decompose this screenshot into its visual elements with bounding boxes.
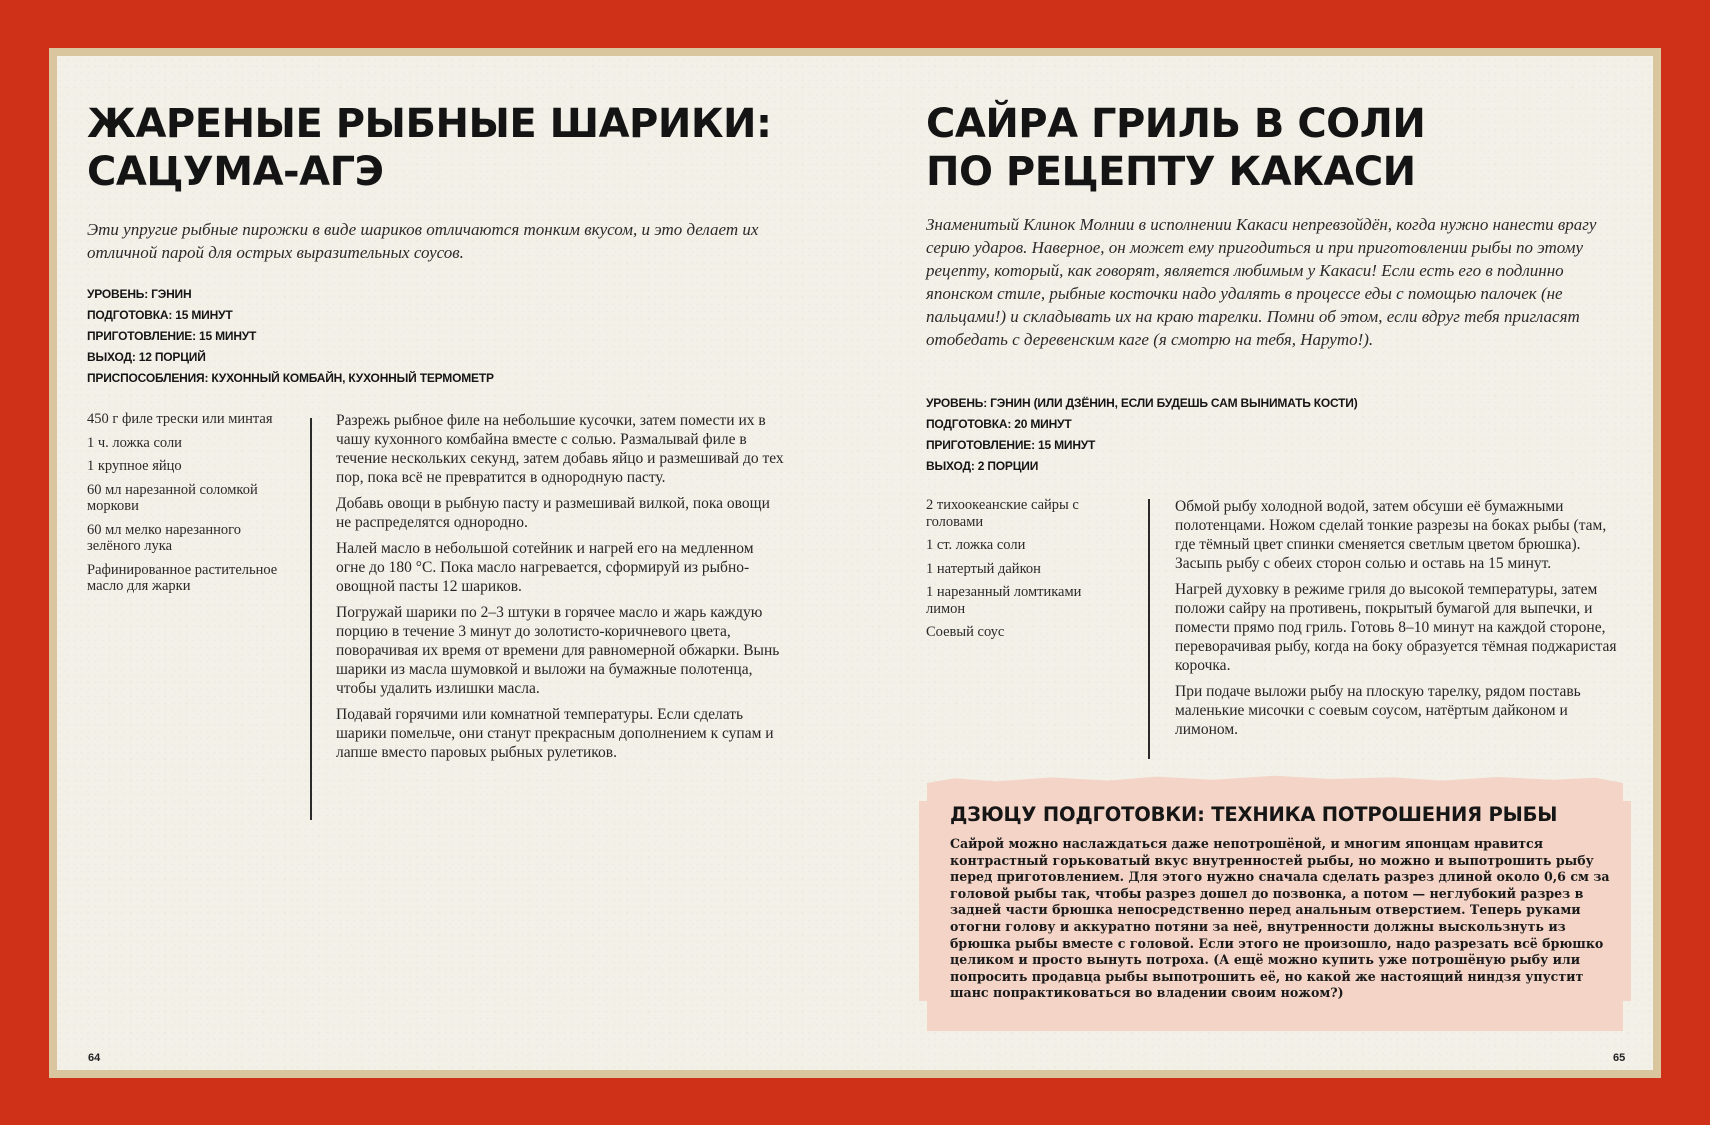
step-paragraph: Погружай шарики по 2–3 штуки в горячее масло и жарь каждую порцию в течение 3 минут до золотисто-коричневого цвета, поворачивая их время от времени для равномерной обжарки. Вынь шарики из масла шумовкой и выложи на бумажные полотенца, чтобы удалить излишки масла. — [336, 604, 780, 697]
ingredient-item: Соевый соус — [926, 624, 1005, 640]
step-paragraph: При подаче выложи рыбу на плоскую тарелку, рядом поставь маленькие мисочки с соевым соусом, натёртым дайконом и лимоном. — [1175, 683, 1581, 738]
ingredient-item: 1 нарезанный ломтиками лимон — [926, 584, 1082, 617]
ingredient-item: 1 натертый дайкон — [926, 560, 1041, 577]
left-column-divider — [310, 418, 312, 820]
left-meta-prep: ПОДГОТОВКА: 15 МИНУТ — [87, 308, 233, 322]
right-ingredients-list — [926, 497, 1116, 648]
ingredient-item: 60 мл нарезанной соломкой моркови — [87, 481, 258, 514]
tip-title: ДЗЮЦУ ПОДГОТОВКИ: ТЕХНИКА ПОТРОШЕНИЯ РЫБЫ — [950, 803, 1558, 826]
tip-box-right-edge — [1621, 801, 1631, 1001]
ingredient-item: Рафинированное растительное масло для жарки — [87, 561, 278, 594]
left-recipe-title — [87, 100, 772, 196]
right-meta-level: УРОВЕНЬ: ГЭНИН (ИЛИ ДЗЁНИН, ЕСЛИ БУДЕШЬ САМ ВЫНИМАТЬ КОСТИ) — [926, 396, 1358, 410]
ingredient-item: 1 ч. ложка соли — [87, 434, 182, 451]
ingredient-item: 1 крупное яйцо — [87, 458, 182, 474]
left-title-line-1: ЖАРЕНЫЕ РЫБНЫЕ ШАРИКИ: — [87, 101, 772, 147]
ingredient-item: 450 г филе трески или минтая — [87, 411, 273, 427]
right-meta-cook: ПРИГОТОВЛЕНИЕ: 15 МИНУТ — [926, 438, 1096, 452]
left-steps — [336, 411, 786, 769]
tip-box — [927, 783, 1623, 1031]
tip-box-left-edge — [919, 801, 929, 1001]
right-recipe-title — [926, 100, 1425, 196]
ingredient-item: 2 тихоокеанские сайры с головами — [926, 497, 1079, 530]
ingredient-item: 1 ст. ложка соли — [926, 537, 1026, 553]
right-steps — [1175, 497, 1625, 746]
left-meta-tools: ПРИСПОСОБЛЕНИЯ: КУХОННЫЙ КОМБАЙН, КУХОННЫЙ ТЕРМОМЕТР — [87, 371, 494, 385]
right-meta-list — [926, 393, 1358, 477]
step-paragraph: Нагрей духовку в режиме гриля до высокой температуры, затем положи сайру на противень, покрытый бумагой для выпечки, и помести прямо под гриль. Готовь 8–10 минут на каждой стороне, переворачивая рыбу, когда на боку образуется тёмная поджаристая корочка. — [1175, 581, 1617, 674]
left-title-line-2: САЦУМА-АГЭ — [87, 149, 384, 195]
tip-text: Сайрой можно наслаждаться даже непотрошёной, и многим японцам нравится контрастный горьковатый вкус внутренностей рыбы, но можно и выпотрошить рыбу перед приготовлением. Для этого нужно сначала сделать разрез длиной около 0,6 см за головой рыбы так, чтобы разрез дошел до позвонка, а потом — неглубокий разрез в задней части брюшка непосредственно перед анальным отверстием. Теперь руками отогни голову и аккуратно потяни за неё, внутренности должны выскользнуть из брюшка рыбы вместе с головой. Если этого не произошло, надо разрезать всё брюшко целиком и просто вынуть потроха. (А ещё можно купить уже потрошёную рыбу или попросить продавца рыбы выпотрошить её, но какой же настоящий ниндзя упустит шанс попрактиковаться во владении своим ножом?) — [950, 836, 1610, 1001]
right-title-line-1: САЙРА ГРИЛЬ В СОЛИ — [926, 101, 1426, 147]
right-meta-yield: ВЫХОД: 2 ПОРЦИИ — [926, 459, 1039, 473]
left-ingredients-list — [87, 411, 287, 602]
right-meta-prep: ПОДГОТОВКА: 20 МИНУТ — [926, 417, 1072, 431]
ingredient-item: 60 мл мелко нарезанного зелёного лука — [87, 521, 242, 554]
right-intro: Знаменитый Клинок Молнии в исполнении Какаси непревзойдён, когда нужно нанести врагу серию ударов. Наверное, он может ему пригодиться и при приготовлении рыбы по этому рецепту, который, как говорят, является любимым у Какаси! Если есть его в подлинно японском стиле, рыбные косточки надо удалять в процессе еды с помощью палочек (не пальцами!) и складывать их на краю тарелки. Помни об этом, если вдруг тебя пригласят отобедать с деревенским каге (я смотрю на тебя, Наруто!). — [926, 215, 1597, 349]
left-meta-level: УРОВЕНЬ: ГЭНИН — [87, 287, 192, 301]
step-paragraph: Подавай горячими или комнатной температуры. Если сделать шарики помельче, они станут прекрасным дополнением к супам и лапше вместо паровых рыбных рулетиков. — [336, 706, 774, 761]
left-meta-list — [87, 284, 494, 389]
right-column-divider — [1148, 499, 1150, 759]
left-meta-yield: ВЫХОД: 12 ПОРЦИЙ — [87, 350, 206, 364]
left-page-number: 64 — [88, 1052, 101, 1064]
left-meta-cook: ПРИГОТОВЛЕНИЕ: 15 МИНУТ — [87, 329, 257, 343]
step-paragraph: Разрежь рыбное филе на небольшие кусочки, затем помести их в чашу кухонного комбайна вместе с солью. Размалывай филе в течение нескольких секунд, затем добавь яйцо и размешивай до тех пор, пока всё не превратится в однородную пасту. — [336, 412, 784, 486]
step-paragraph: Налей масло в небольшой сотейник и нагрей его на медленном огне до 180 °C. Пока масло нагревается, сформируй из рыбно-овощной пасты 12 шариков. — [336, 540, 754, 595]
right-title-line-2: ПО РЕЦЕПТУ КАКАСИ — [926, 149, 1416, 195]
step-paragraph: Добавь овощи в рыбную пасту и размешивай вилкой, пока овощи не распределятся однородно. — [336, 495, 770, 531]
right-page-number: 65 — [1613, 1052, 1626, 1064]
step-paragraph: Обмой рыбу холодной водой, затем обсуши её бумажными полотенцами. Ножом сделай тонкие разрезы на боках рыбы (там, где тёмный цвет спинки сменяется светлым цветом брюшка). Засыпь рыбу с обеих сторон солью и оставь на 15 минут. — [1175, 498, 1607, 572]
left-intro: Эти упругие рыбные пирожки в виде шариков отличаются тонким вкусом, и это делает их отличной парой для острых выразительных соусов. — [87, 220, 759, 262]
